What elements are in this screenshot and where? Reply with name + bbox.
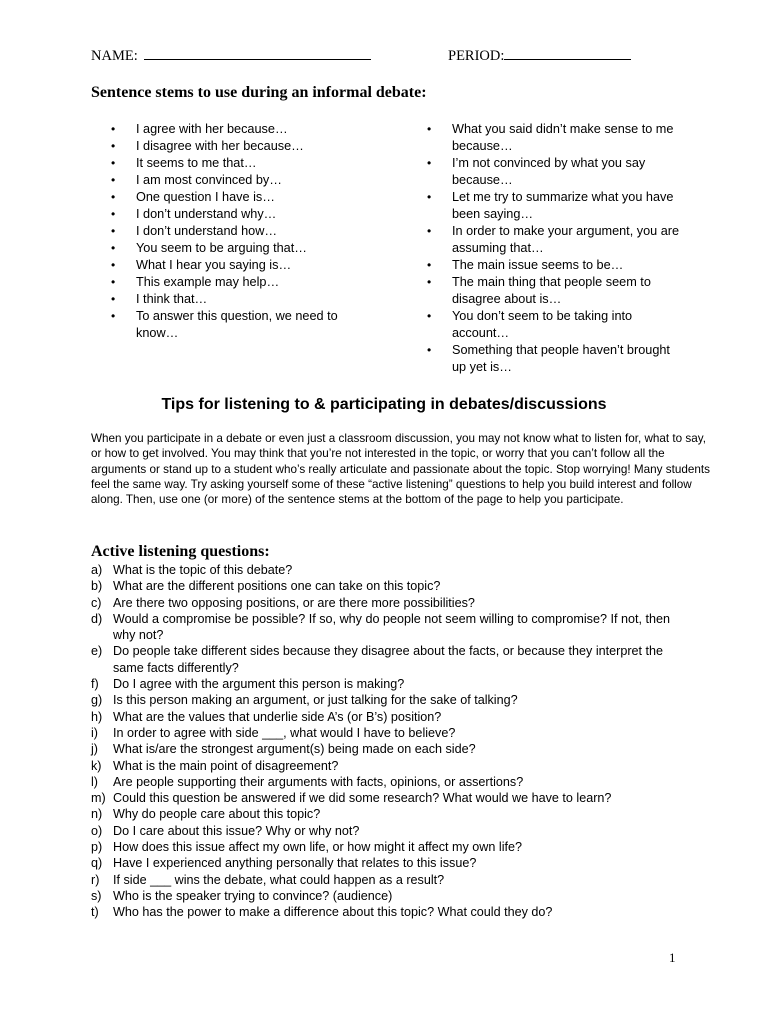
sentence-stem-item <box>111 172 371 189</box>
question-letter: c) <box>91 595 102 610</box>
question-text: What is the main point of disagreement? <box>113 758 339 773</box>
sentence-stem-text: The main issue seems to be… <box>452 258 624 272</box>
tips-intro-paragraph: When you participate in a debate or even just a classroom discussion, you may not know what to listen for, what to say, or how to get involved. You may think that you’re not interested in the topic, or worry that you can’t follow all the arguments or stand up to a student who’s really articulate and passionate about the topic. Stop worrying! Many students feel the same way. Try asking yourself some of these “active listening” questions to help you build interest and follow along. Then, use one (or more) of the sentence stems at the bottom of the page to help you participate. <box>91 432 710 507</box>
question-item <box>91 872 691 888</box>
question-letter: n) <box>91 807 103 822</box>
sentence-stem-item <box>427 189 687 223</box>
question-letter: k) <box>91 758 102 773</box>
question-text: Would a compromise be possible? If so, why do people not seem willing to compromise? If not, then why not? <box>113 611 670 643</box>
active-listening-heading: Active listening questions: <box>91 543 270 560</box>
sentence-stem-text: In order to make your argument, you are assuming that… <box>452 224 680 255</box>
sentence-stem-text: I am most convinced by… <box>136 173 282 187</box>
question-text: Have I experienced anything personally that relates to this issue? <box>113 856 477 871</box>
question-text: Who has the power to make a difference about this topic? What could they do? <box>113 905 553 920</box>
question-item <box>91 806 691 822</box>
question-item <box>91 839 691 855</box>
question-letter: r) <box>91 872 100 887</box>
question-text: Why do people care about this topic? <box>113 807 321 822</box>
question-letter: b) <box>91 579 103 594</box>
sentence-stem-item <box>427 155 687 189</box>
sentence-stem-item <box>427 342 687 376</box>
period-field[interactable] <box>448 46 631 65</box>
question-item <box>91 709 691 725</box>
period-label: PERIOD: <box>448 48 505 64</box>
active-listening-question-list <box>91 562 691 921</box>
bullet-icon: • <box>427 156 432 170</box>
bullet-icon: • <box>111 309 116 323</box>
bullet-icon: • <box>111 224 116 238</box>
question-text: How does this issue affect my own life, or how might it affect my own life? <box>113 840 523 855</box>
sentence-stem-item <box>111 308 371 342</box>
question-item <box>91 741 691 757</box>
question-text: What is/are the strongest argument(s) being made on each side? <box>113 742 476 757</box>
period-blank-line[interactable] <box>504 46 631 60</box>
bullet-icon: • <box>111 190 116 204</box>
bullet-icon: • <box>111 139 116 153</box>
sentence-stem-item <box>427 308 687 342</box>
question-text: If side ___ wins the debate, what could happen as a result? <box>113 872 445 887</box>
sentence-stem-text: What I hear you saying is… <box>136 258 292 272</box>
sentence-stem-item <box>111 138 371 155</box>
name-blank-line[interactable] <box>144 46 371 60</box>
bullet-icon: • <box>427 309 432 323</box>
sentence-stem-item <box>111 155 371 172</box>
question-item <box>91 676 691 692</box>
question-text: Who is the speaker trying to convince? (audience) <box>113 888 393 903</box>
question-item <box>91 774 691 790</box>
question-letter: d) <box>91 611 103 626</box>
question-letter: g) <box>91 693 103 708</box>
sentence-stem-item <box>427 257 687 274</box>
sentence-stem-item <box>111 291 371 308</box>
question-letter: m) <box>91 791 106 806</box>
sentence-stem-text: Let me try to summarize what you have been saying… <box>452 190 674 221</box>
bullet-icon: • <box>111 122 116 136</box>
question-item <box>91 595 691 611</box>
sentence-stem-item <box>111 121 371 138</box>
question-letter: j) <box>91 742 98 757</box>
sentence-stem-item <box>111 257 371 274</box>
question-text: Do people take different sides because they disagree about the facts, or because they interpret the same facts differently? <box>113 644 664 675</box>
question-item <box>91 611 691 644</box>
sentence-stem-text: Something that people haven’t brought up yet is… <box>452 343 670 374</box>
question-text: In order to agree with side ___, what would I have to believe? <box>113 725 456 740</box>
question-text: Are there two opposing positions, or are there more possibilities? <box>113 595 475 610</box>
question-letter: t) <box>91 905 99 920</box>
question-item <box>91 643 691 676</box>
question-text: Do I care about this issue? Why or why not? <box>113 823 360 838</box>
sentence-stem-text: I disagree with her because… <box>136 139 304 153</box>
question-item <box>91 823 691 839</box>
name-label: NAME: <box>91 48 138 64</box>
bullet-icon: • <box>427 190 432 204</box>
sentence-stems-left-list <box>111 121 371 342</box>
question-letter: q) <box>91 856 103 871</box>
sentence-stem-item <box>111 274 371 291</box>
sentence-stem-text: This example may help… <box>136 275 280 289</box>
sentence-stem-item <box>111 240 371 257</box>
question-text: What is the topic of this debate? <box>113 563 293 577</box>
sentence-stem-text: I’m not convinced by what you say because… <box>452 156 646 187</box>
bullet-icon: • <box>427 275 432 289</box>
page-number: 1 <box>669 950 676 965</box>
bullet-icon: • <box>427 122 432 136</box>
question-item <box>91 578 691 594</box>
question-item <box>91 790 691 806</box>
sentence-stem-text: What you said didn’t make sense to me because… <box>452 122 674 153</box>
sentence-stem-text: To answer this question, we need to know… <box>136 309 338 340</box>
name-field[interactable] <box>91 46 371 65</box>
bullet-icon: • <box>111 156 116 170</box>
sentence-stem-text: I think that… <box>136 292 208 306</box>
question-text: Are people supporting their arguments with facts, opinions, or assertions? <box>113 774 524 789</box>
bullet-icon: • <box>111 258 116 272</box>
bullet-icon: • <box>427 224 432 238</box>
question-text: Is this person making an argument, or just talking for the sake of talking? <box>113 693 518 708</box>
question-letter: p) <box>91 840 103 855</box>
bullet-icon: • <box>427 258 432 272</box>
sentence-stems-right-list <box>427 121 687 376</box>
question-letter: s) <box>91 888 102 903</box>
sentence-stems-heading: Sentence stems to use during an informal debate: <box>91 84 427 101</box>
sentence-stem-text: One question I have is… <box>136 190 275 204</box>
bullet-icon: • <box>111 292 116 306</box>
sentence-stem-text: I don’t understand how… <box>136 224 278 238</box>
sentence-stem-item <box>111 189 371 206</box>
bullet-icon: • <box>111 207 116 221</box>
bullet-icon: • <box>111 241 116 255</box>
question-letter: e) <box>91 644 103 659</box>
question-text: Do I agree with the argument this person is making? <box>113 677 405 692</box>
sentence-stem-text: The main thing that people seem to disagree about is… <box>452 275 651 306</box>
sentence-stem-text: It seems to me that… <box>136 156 257 170</box>
question-item <box>91 692 691 708</box>
question-item <box>91 562 691 578</box>
question-item <box>91 888 691 904</box>
sentence-stem-item <box>111 223 371 240</box>
sentence-stem-item <box>427 223 687 257</box>
bullet-icon: • <box>111 275 116 289</box>
tips-heading: Tips for listening to & participating in debates/discussions <box>161 396 607 413</box>
bullet-icon: • <box>427 343 432 357</box>
question-item <box>91 725 691 741</box>
question-text: Could this question be answered if we did some research? What would we have to learn? <box>113 791 612 806</box>
sentence-stem-text: You don’t seem to be taking into account… <box>452 309 633 340</box>
sentence-stem-text: You seem to be arguing that… <box>136 241 307 255</box>
question-text: What are the values that underlie side A’s (or B’s) position? <box>113 709 442 724</box>
question-letter: o) <box>91 823 103 838</box>
question-item <box>91 855 691 871</box>
question-letter: i) <box>91 725 98 740</box>
bullet-icon: • <box>111 173 116 187</box>
sentence-stem-item <box>427 121 687 155</box>
question-letter: l) <box>91 774 98 789</box>
sentence-stem-text: I agree with her because… <box>136 122 288 136</box>
sentence-stem-text: I don’t understand why… <box>136 207 277 221</box>
sentence-stem-item <box>427 274 687 308</box>
question-letter: h) <box>91 709 103 724</box>
question-item <box>91 904 691 920</box>
question-item <box>91 758 691 774</box>
question-letter: f) <box>91 677 99 692</box>
sentence-stem-item <box>111 206 371 223</box>
question-letter: a) <box>91 563 103 577</box>
question-text: What are the different positions one can take on this topic? <box>113 579 441 594</box>
